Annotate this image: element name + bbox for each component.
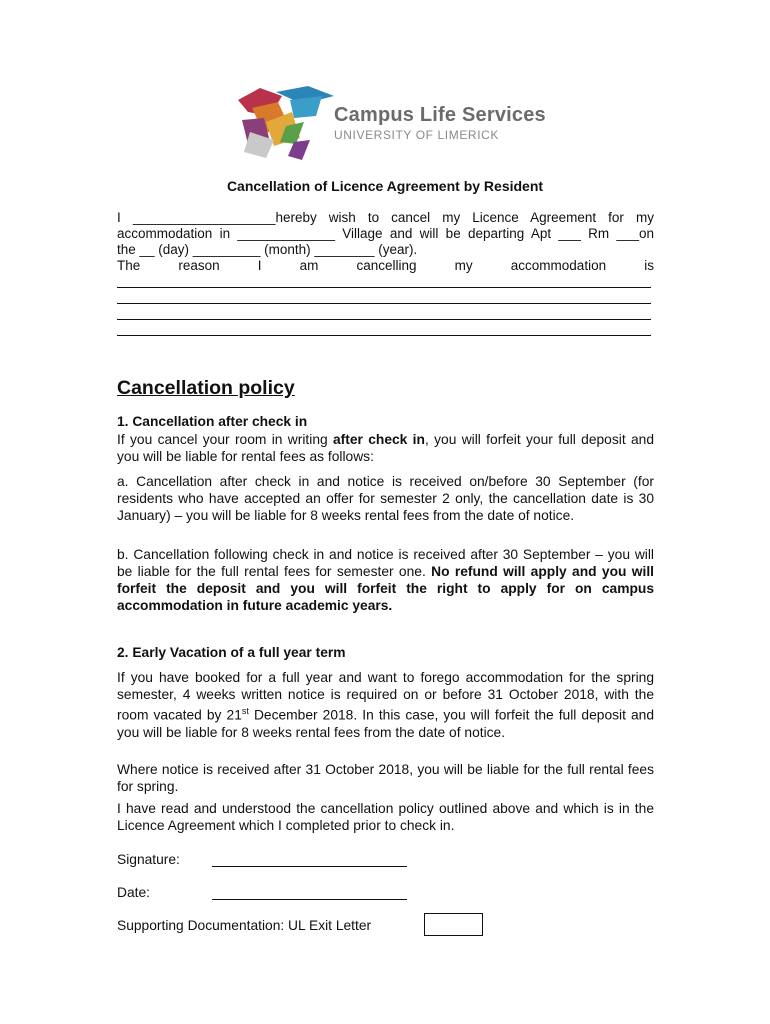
date-label: Date: — [117, 885, 150, 900]
reason-blank-line[interactable] — [117, 303, 651, 304]
form-title: Cancellation of Licence Agreement by Resident — [226, 178, 544, 194]
reason-word: is — [644, 258, 654, 273]
section-1-item-b-bold: No refund will apply and you will forfeit the deposit and you will forfeit the right to apply for on campus accommodation in future academic years. — [117, 564, 655, 613]
supporting-doc-checkbox[interactable] — [424, 913, 483, 936]
signature-field[interactable] — [212, 866, 407, 867]
reason-word: The — [117, 258, 141, 273]
reason-blank-line[interactable] — [117, 335, 651, 336]
section-1-intro-bold: after check in — [333, 432, 425, 447]
reason-blank-line[interactable] — [117, 287, 651, 288]
ordinal-suffix: st — [241, 706, 249, 716]
section-2-para-2: Where notice is received after 31 October 2018, you will be liable for the full rental fees for spring. — [117, 762, 654, 794]
reason-word: I — [257, 258, 262, 273]
name-blank[interactable]: ___________________ — [132, 210, 276, 225]
brand-subtitle: UNIVERSITY OF LIMERICK — [334, 128, 500, 142]
section-2-para-1-rest: December 2018. In this case, you will forfeit the full deposit and you will be liable for 8 weeks rental fees from the date of notice. — [117, 707, 654, 740]
supporting-doc-label: Supporting Documentation: UL Exit Letter — [117, 918, 372, 933]
section-1-item-a: a. Cancellation after check in and notice is received on/before 30 September (for residents who have accepted an offer for semester 2 only, the cancellation date is 30 January) – you will be liable for 8 weeks rental fees from the date of notice. — [117, 474, 654, 523]
reason-blank-line[interactable] — [117, 319, 651, 320]
policy-heading: Cancellation policy — [117, 377, 295, 399]
reason-word: am — [299, 258, 319, 273]
section-1-item-b — [117, 546, 654, 614]
signature-label: Signature: — [117, 852, 180, 867]
reason-word: accommodation — [510, 258, 607, 273]
section-1-intro-rest: , you will forfeit your full deposit and you will be liable for rental fees as follows: — [117, 432, 655, 464]
section-2-title: 2. Early Vacation of a full year term — [117, 645, 346, 660]
form-line-1-pronoun: I — [117, 210, 121, 225]
section-2-para-3: I have read and understood the cancellation policy outlined above and which is in the Licence Agreement which I completed prior to check in. — [117, 801, 654, 833]
brand-name: Campus Life Services — [334, 104, 546, 126]
reason-line — [117, 258, 654, 274]
form-line-2: accommodation in _____________ Village and will be departing Apt ___ Rm ___on — [117, 226, 654, 241]
reason-word: my — [454, 258, 473, 273]
section-1-item-b-text: b. Cancellation following check in and notice is received after 30 September – you will be liable for the full rental fees for semester one. — [117, 547, 654, 579]
reason-word: cancelling — [356, 258, 417, 273]
form-line-3: the __ (day) _________ (month) ________ (year). — [117, 242, 418, 257]
campus-life-logo-icon — [230, 82, 340, 166]
section-1-intro — [117, 431, 654, 465]
form-line-1 — [117, 210, 654, 226]
section-1-intro-text: If you cancel your room in writing — [117, 432, 333, 447]
section-1-title: 1. Cancellation after check in — [117, 414, 308, 429]
form-line-1-text: hereby wish to cancel my Licence Agreement for my — [275, 210, 654, 225]
section-2-para-1 — [117, 669, 654, 741]
date-field[interactable] — [212, 899, 407, 900]
reason-word: reason — [178, 258, 220, 273]
section-2-para-1-text: If you have booked for a full year and want to forego accommodation for the spring semester, 4 weeks written notice is required on or before 31 October 2018, with the room vacated by 21 — [117, 670, 654, 723]
